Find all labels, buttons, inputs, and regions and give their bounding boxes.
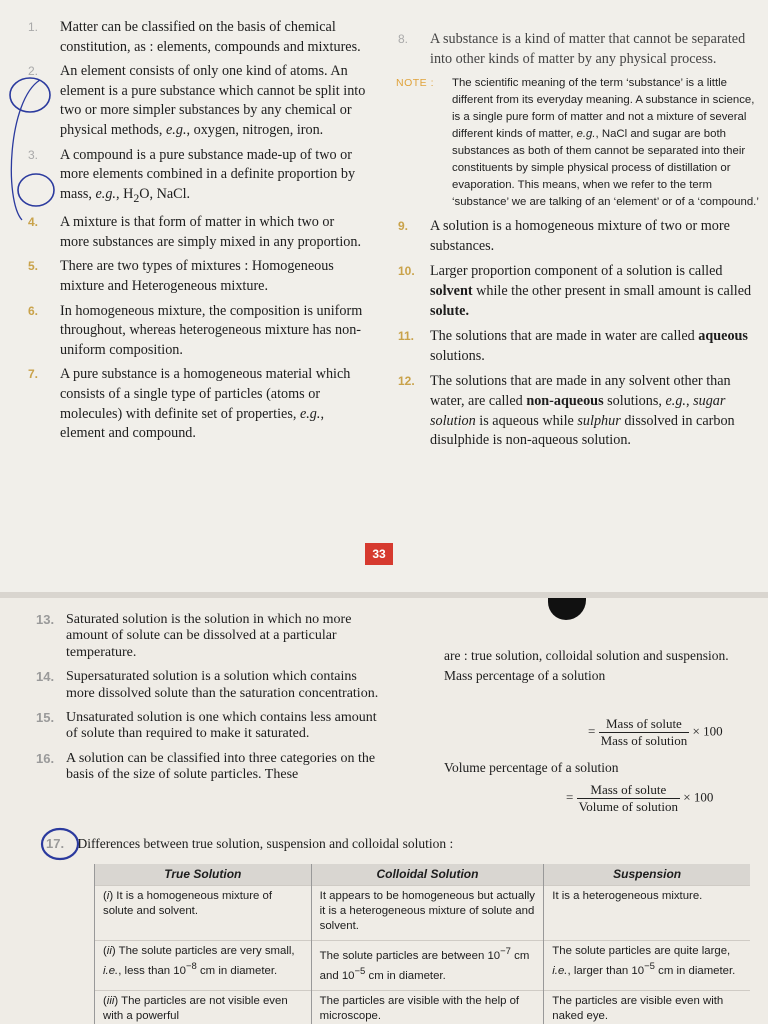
continuation-text: are : true solution, colloidal solution and suspension.: [444, 648, 729, 663]
list-item: [36, 612, 386, 661]
list-item: [36, 669, 386, 702]
mass-percentage-formula: = $\frac{\text{Mass of solute}}{\text{Mass of solution}}$ × 100: [588, 716, 723, 748]
item-text: In homogeneous mixture, the composition is uniform throughout, whereas heterogeneous mixture has non-uniform composition.: [60, 302, 363, 358]
mass-percentage-label: Mass percentage of a solution: [444, 668, 606, 683]
ink-blot: [548, 598, 586, 620]
item-number: 10.: [398, 264, 415, 279]
item-text: Unsaturated solution is one which contains less amount of solute than required to make it saturated.: [66, 710, 377, 742]
volume-fraction-numerator: Mass of solute: [577, 782, 680, 799]
list-item: [36, 710, 386, 743]
item-text: Matter can be classified on the basis of chemical constitution, as : elements, compounds and mixtures.: [60, 19, 361, 55]
left-column: [28, 18, 366, 449]
table-cell: (iii) The particles are not visible even with a powerful: [95, 990, 312, 1024]
volume-percentage-formula: = $\frac{\text{Mass of solute}}{\text{Volume of solution}}$ × 100: [566, 782, 714, 814]
item-text: Differences between true solution, suspension and colloidal solution :: [77, 836, 454, 851]
note-text: The scientific meaning of the term ‘substance’ is a little different from its everyday meaning. A substance in science, is a single pure form of matter and not a mixture of several different kinds of matter, e.g., NaCl and sugar are both substances as both of them cannot be separated into their constituents by simple physical process of distillation or evaporation. This means, when we refer to the term ‘substance’ we are talking of an ‘element’ or of a ‘compound.’: [452, 77, 759, 209]
mass-fraction-denominator: Mass of solution: [600, 733, 688, 748]
volume-fraction-denominator: Volume of solution: [578, 799, 679, 814]
list-item: [398, 217, 760, 256]
table-cell: The particles are visible even with naked eye.: [544, 990, 750, 1024]
list-item: [398, 327, 760, 366]
list-item: [28, 257, 366, 296]
table-cell: It is a heterogeneous mixture.: [544, 886, 750, 941]
table-cell: The solute particles are quite large, i.e., larger than $10^{-5}$ cm in diameter.: [544, 941, 750, 991]
list-item: [36, 751, 386, 784]
item-text: A solution is a homogeneous mixture of two or more substances.: [430, 218, 730, 254]
item-number: 17.: [46, 836, 65, 851]
table-cell: It appears to be homogeneous but actually it is a heterogeneous mixture of solute and solvent.: [311, 886, 544, 941]
item-number: 8.: [398, 32, 409, 46]
item-text: Saturated solution is the solution in which no more amount of solute can be dissolved at a particular temperature.: [66, 612, 352, 660]
list-item: [398, 30, 760, 69]
table-cell: The solute particles are between $10^{-7}$ cm and $10^{-5}$ cm in diameter.: [311, 941, 544, 991]
table-cell: (i) It is a homogeneous mixture of solute and solvent.: [95, 886, 312, 941]
item-number: 16.: [36, 750, 55, 766]
item-number: 2.: [28, 64, 39, 79]
item-text: A compound is a pure substance made-up of two or more elements combined in a definite proportion by mass, e.g., $H_2O$, NaCl.: [60, 146, 356, 205]
item-number: 14.: [36, 669, 55, 685]
item-text: An element consists of only one kind of atoms. An element is a pure substance which cannot be split into two or more simpler substances by any chemical or physical methods, e.g., oxygen, nitrogen, iron.: [60, 63, 366, 138]
item-text: Larger proportion component of a solution is called solvent while the other present in small amount is called solute.: [430, 263, 752, 319]
item-number: 13.: [36, 612, 55, 627]
list-item: [28, 62, 366, 140]
right-column: [398, 30, 760, 457]
item-number: 5.: [28, 259, 39, 274]
item-text: A mixture is that form of matter in which two or more substances are simply mixed in any proportion.: [60, 214, 362, 250]
list-item: [28, 146, 366, 209]
item-number: 1.: [28, 20, 39, 34]
column-header: Colloidal Solution: [311, 864, 544, 886]
volume-percentage-label: Volume percentage of a solution: [444, 760, 619, 775]
column-header: True Solution: [95, 864, 312, 886]
item-text: There are two types of mixtures : Homogeneous mixture and Heterogeneous mixture.: [60, 258, 334, 294]
list-item: [28, 18, 366, 57]
item-text: The solutions that are made in any solvent other than water, are called non-aqueous solutions, e.g., sugar solution is aqueous while sulphur dissolved in carbon disulphide is non-aqueous solution.: [430, 373, 735, 449]
item-number: 11.: [398, 329, 415, 344]
mass-fraction-numerator: Mass of solute: [599, 716, 690, 733]
list-item: [28, 213, 366, 252]
note-label: NOTE :: [396, 77, 435, 90]
list-item: [398, 372, 760, 450]
table-row: [95, 886, 751, 941]
list-item: [28, 302, 366, 361]
item-number: 15.: [36, 710, 55, 726]
item-number: 4.: [28, 215, 39, 230]
item-text: A solution can be classified into three categories on the basis of the size of solute particles. These: [66, 750, 376, 783]
page2-left-column: [36, 612, 386, 792]
item-number: 12.: [398, 374, 415, 389]
item-number: 3.: [28, 147, 39, 162]
item-text: The solutions that are made in water are called aqueous solutions.: [430, 328, 748, 364]
item-number: 7.: [28, 367, 39, 382]
table-row: [95, 941, 751, 991]
comparison-table: [94, 864, 750, 1024]
page-34: [0, 598, 768, 1024]
table-cell: The particles are visible with the help of microscope.: [311, 990, 544, 1024]
table-cell: (ii) The solute particles are very small, i.e., less than $10^{-8}$ cm in diameter.: [95, 941, 312, 991]
item-number: 6.: [28, 303, 39, 318]
page-number-badge: 33: [365, 543, 393, 565]
list-item: [28, 365, 366, 443]
item-text: Supersaturated solution is a solution which contains more dissolved solute than the saturation concentration.: [66, 669, 379, 701]
item-17: [46, 836, 746, 852]
note-box: [396, 75, 760, 211]
item-number: 9.: [398, 219, 409, 234]
item-text: A substance is a kind of matter that cannot be separated into other kinds of matter by any physical process.: [430, 31, 746, 67]
table-row: [95, 990, 751, 1024]
list-item: [398, 262, 760, 321]
column-header: Suspension: [544, 864, 750, 886]
item-text: A pure substance is a homogeneous material which consists of a single type of particles (atoms or molecules) with definite set of properties, e.g., element and compound.: [60, 366, 351, 442]
page2-right-column: [444, 648, 756, 684]
